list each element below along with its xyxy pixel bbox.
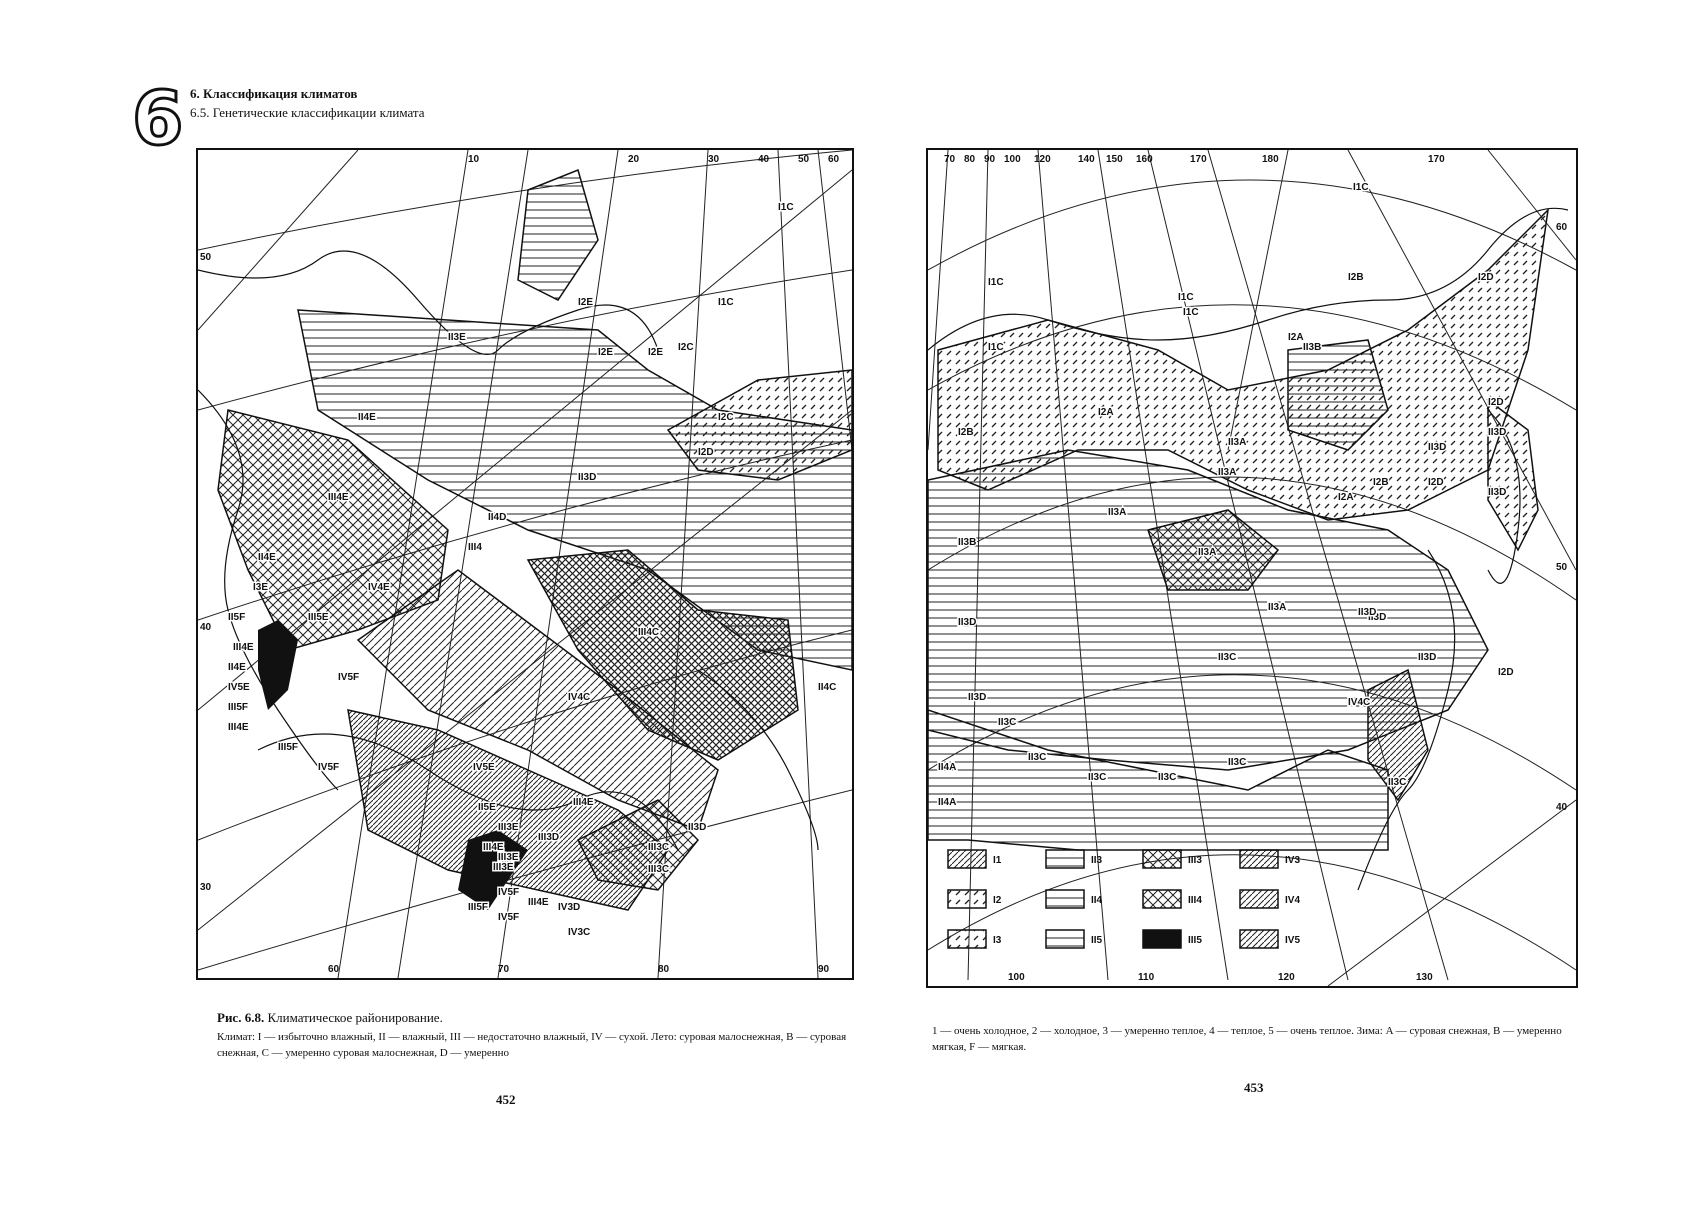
region-label: III4E bbox=[328, 492, 349, 503]
left-tick-label: 30 bbox=[200, 882, 212, 893]
legend-label: IV5 bbox=[1285, 935, 1301, 946]
left-climate-map bbox=[196, 148, 854, 980]
region-label: II4C bbox=[818, 682, 837, 693]
top-tick-label: 180 bbox=[1262, 154, 1279, 165]
legend-swatch bbox=[1240, 890, 1278, 908]
legend-swatch bbox=[948, 890, 986, 908]
region-label: II3D bbox=[1418, 652, 1437, 663]
region-label: II3D bbox=[958, 617, 977, 628]
region-label: IV5F bbox=[338, 672, 360, 683]
legend-label: I2 bbox=[993, 895, 1002, 906]
bottom-tick-label: 100 bbox=[1008, 972, 1025, 983]
chapter-title: 6. Классификация климатов bbox=[190, 86, 358, 101]
region-label: I1C bbox=[1183, 307, 1199, 318]
region-label: III4E bbox=[528, 897, 549, 908]
region-label: II3A bbox=[1228, 437, 1247, 448]
legend-swatch bbox=[1240, 850, 1278, 868]
region-label: III3E bbox=[493, 862, 514, 873]
bottom-tick-label: 60 bbox=[328, 964, 340, 975]
region-label: II4D bbox=[488, 512, 507, 523]
legend-label: IV4 bbox=[1285, 895, 1301, 906]
legend-label: III3 bbox=[1188, 855, 1202, 866]
top-tick-label: 30 bbox=[708, 154, 720, 165]
region-label: I1C bbox=[718, 297, 734, 308]
caption-left-text: Климат: I — избыточно влажный, II — влажный, III — недостаточно влажный, IV — сухой. Лето: суровая малоснежная, B — суровая снежная, C — умеренно суровая малоснежная, D — умеренно bbox=[217, 1031, 847, 1059]
figure-label: Рис. 6.8. bbox=[217, 1010, 265, 1025]
region-label: III3C bbox=[648, 842, 670, 853]
legend-label: II5 bbox=[1091, 935, 1103, 946]
region-label: I3E bbox=[253, 582, 269, 593]
region-label: I2B bbox=[958, 427, 974, 438]
legend-label: II4 bbox=[1091, 895, 1103, 906]
region-label: II3A bbox=[1268, 602, 1287, 613]
region-label: III5F bbox=[468, 902, 489, 913]
region-label: II3D bbox=[688, 822, 707, 833]
region-label: III4E bbox=[573, 797, 594, 808]
region-label: I2B bbox=[1373, 477, 1389, 488]
region-label: II3C bbox=[1158, 772, 1177, 783]
top-tick-label: 40 bbox=[758, 154, 770, 165]
region-label: IV5E bbox=[473, 762, 495, 773]
top-tick-label: 50 bbox=[798, 154, 810, 165]
region-label: IV4C bbox=[1348, 697, 1371, 708]
region-label: I2A bbox=[1288, 332, 1304, 343]
bottom-tick-label: 80 bbox=[658, 964, 670, 975]
right-tick-label: 50 bbox=[1556, 562, 1568, 573]
region-label: II3A bbox=[1198, 547, 1217, 558]
figure-title: Климатическое районирование. bbox=[267, 1010, 443, 1025]
top-tick-label: 60 bbox=[828, 154, 840, 165]
region-label: II5E bbox=[478, 802, 496, 813]
region-label: III4E bbox=[228, 722, 249, 733]
bottom-tick-label: 90 bbox=[818, 964, 830, 975]
region-label: II3C bbox=[1088, 772, 1107, 783]
chapter-number: 6 bbox=[132, 76, 184, 162]
region-label: II3D bbox=[968, 692, 987, 703]
region-label: IV5F bbox=[318, 762, 340, 773]
left-map-canvas bbox=[198, 150, 852, 978]
region-label: III4E bbox=[483, 842, 504, 853]
page-number-right: 453 bbox=[1244, 1080, 1264, 1095]
legend-label: III4 bbox=[1188, 895, 1202, 906]
region-label: I2C bbox=[718, 412, 734, 423]
region-label: IV4C bbox=[568, 692, 591, 703]
region-label: I1C bbox=[988, 277, 1004, 288]
legend-label: II3 bbox=[1091, 855, 1103, 866]
top-tick-label: 170 bbox=[1190, 154, 1207, 165]
top-tick-label: 170 bbox=[1428, 154, 1445, 165]
top-tick-label: 10 bbox=[468, 154, 480, 165]
region-label: I2D bbox=[1478, 272, 1494, 283]
region-label: I2D bbox=[1488, 397, 1504, 408]
region-label: I2C bbox=[678, 342, 694, 353]
region-label: II3D bbox=[1428, 442, 1447, 453]
legend-swatch bbox=[948, 850, 986, 868]
legend-swatch bbox=[1143, 890, 1181, 908]
region-label: II3C bbox=[1228, 757, 1247, 768]
region-label: IV5F bbox=[498, 912, 520, 923]
region-label: III3C bbox=[648, 864, 670, 875]
region-label: I2A bbox=[1098, 407, 1114, 418]
region-label: III5E bbox=[308, 612, 329, 623]
right-tick-label: 40 bbox=[1556, 802, 1568, 813]
left-tick-label: 50 bbox=[200, 252, 212, 263]
region-label: II3D bbox=[1358, 607, 1377, 618]
region-label: IV3D bbox=[558, 902, 581, 913]
legend-swatch bbox=[1046, 850, 1084, 868]
top-tick-label: 140 bbox=[1078, 154, 1095, 165]
right-climate-map bbox=[926, 148, 1578, 988]
top-tick-label: 90 bbox=[984, 154, 996, 165]
region-label: I1C bbox=[778, 202, 794, 213]
region-label: II4A bbox=[938, 762, 957, 773]
region-label: II4E bbox=[358, 412, 376, 423]
legend-label: I3 bbox=[993, 935, 1002, 946]
region-label: II4E bbox=[258, 552, 276, 563]
region-label: II5F bbox=[228, 612, 246, 623]
region-label: II3A bbox=[1108, 507, 1127, 518]
region-label: I2D bbox=[1428, 477, 1444, 488]
legend-swatch bbox=[1143, 930, 1181, 948]
region-label: I2E bbox=[598, 347, 614, 358]
top-tick-label: 70 bbox=[944, 154, 956, 165]
page-number-left: 452 bbox=[496, 1092, 516, 1107]
caption-right-text: 1 — очень холодное, 2 — холодное, 3 — умеренно теплое, 4 — теплое, 5 — очень теплое. Зима: A — суровая снежная, B — умеренно мягкая, F — мягкая. bbox=[932, 1025, 1562, 1053]
region-label: III3D bbox=[538, 832, 560, 843]
region-label: II3D bbox=[1488, 487, 1507, 498]
region-label: II3A bbox=[1218, 467, 1237, 478]
region-label: II3C bbox=[1388, 777, 1407, 788]
region-label: I2A bbox=[1338, 492, 1354, 503]
region-label: III5F bbox=[278, 742, 299, 753]
legend-swatch bbox=[1240, 930, 1278, 948]
region-label: II3D bbox=[1368, 612, 1387, 623]
region-label: II4E bbox=[228, 662, 246, 673]
section-title: 6.5. Генетические классификации климата bbox=[190, 105, 425, 120]
top-tick-label: 80 bbox=[964, 154, 976, 165]
region-label: III3E bbox=[498, 822, 519, 833]
figure-caption-title bbox=[217, 1010, 443, 1026]
region-label: I2D bbox=[1498, 667, 1514, 678]
region-label: III4E bbox=[233, 642, 254, 653]
region-kamchatka bbox=[1488, 400, 1538, 550]
region-label: II3D bbox=[578, 472, 597, 483]
region-label: IV5E bbox=[228, 682, 250, 693]
legend-label: IV3 bbox=[1285, 855, 1301, 866]
legend-swatch bbox=[948, 930, 986, 948]
region-label: I1C bbox=[1178, 292, 1194, 303]
region-ii-arctic bbox=[518, 170, 598, 300]
legend-swatch bbox=[1046, 890, 1084, 908]
region-label: I2E bbox=[648, 347, 664, 358]
left-tick-label: 40 bbox=[200, 622, 212, 633]
region-label: II3B bbox=[958, 537, 977, 548]
region-label: II3C bbox=[998, 717, 1017, 728]
region-label: II4A bbox=[938, 797, 957, 808]
bottom-tick-label: 120 bbox=[1278, 972, 1295, 983]
legend-swatch bbox=[1046, 930, 1084, 948]
region-label: II3B bbox=[1303, 342, 1322, 353]
region-label: II3C bbox=[1218, 652, 1237, 663]
region-label: II3D bbox=[1488, 427, 1507, 438]
top-tick-label: 20 bbox=[628, 154, 640, 165]
bottom-tick-label: 130 bbox=[1416, 972, 1433, 983]
region-label: IV3C bbox=[568, 927, 591, 938]
region-label: IV5F bbox=[498, 887, 520, 898]
region-label: III4 bbox=[468, 542, 482, 553]
region-label: I2E bbox=[578, 297, 594, 308]
region-label: III3E bbox=[498, 852, 519, 863]
top-tick-label: 150 bbox=[1106, 154, 1123, 165]
right-tick-label: 60 bbox=[1556, 222, 1568, 233]
region-label: III5F bbox=[228, 702, 249, 713]
region-label: III4C bbox=[638, 627, 660, 638]
region-label: I1C bbox=[1353, 182, 1369, 193]
top-tick-label: 100 bbox=[1004, 154, 1021, 165]
map-legend bbox=[948, 850, 1300, 948]
bottom-tick-label: 70 bbox=[498, 964, 510, 975]
right-map-canvas bbox=[928, 150, 1576, 986]
legend-swatch bbox=[1143, 850, 1181, 868]
legend-label: III5 bbox=[1188, 935, 1202, 946]
bottom-tick-label: 110 bbox=[1138, 972, 1155, 983]
region-label: I2B bbox=[1348, 272, 1364, 283]
legend-label: I1 bbox=[993, 855, 1002, 866]
region-label: II3E bbox=[448, 332, 466, 343]
region-label: IV4E bbox=[368, 582, 390, 593]
region-label: I2D bbox=[698, 447, 714, 458]
top-tick-label: 120 bbox=[1034, 154, 1051, 165]
top-tick-label: 160 bbox=[1136, 154, 1153, 165]
region-label: I1C bbox=[988, 342, 1004, 353]
region-label: II3C bbox=[1028, 752, 1047, 763]
